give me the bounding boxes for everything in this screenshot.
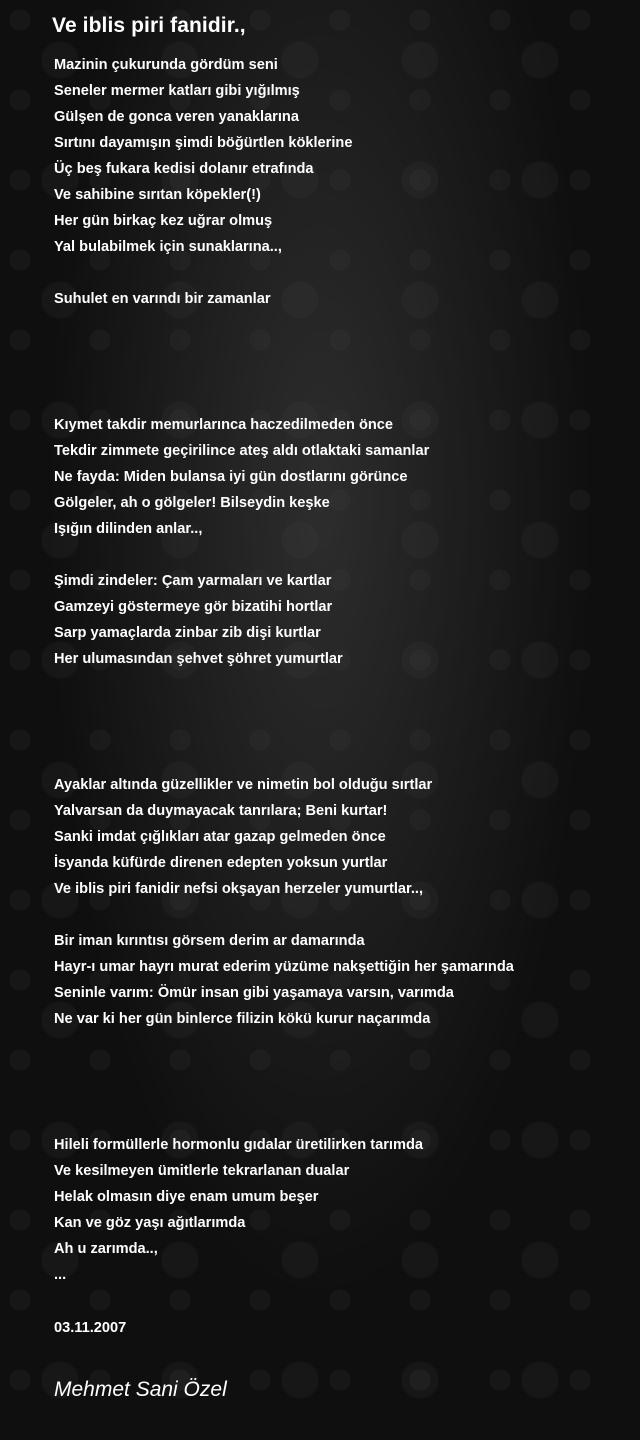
stanza-2 bbox=[54, 286, 271, 312]
poem-line: Ah u zarımda.., bbox=[54, 1241, 158, 1257]
poem-line: ... bbox=[54, 1267, 67, 1283]
poem-line: Tekdir zimmete geçirilince ateş aldı otlaktaki samanlar bbox=[54, 443, 430, 459]
poem-line: Kıymet takdir memurlarınca haczedilmeden önce bbox=[54, 417, 394, 433]
poem-line: İsyanda küfürde direnen edepten yoksun yurtlar bbox=[54, 855, 388, 871]
stanza-5 bbox=[54, 772, 432, 902]
poem-line: Ne fayda: Miden bulansa iyi gün dostlarını görünce bbox=[54, 469, 408, 485]
poem-line: Sırtını dayamışın şimdi böğürtlen köklerine bbox=[54, 135, 353, 151]
poem-line: Helak olmasın diye enam umum beşer bbox=[54, 1189, 319, 1205]
poem-author: Mehmet Sani Özel bbox=[54, 1378, 227, 1401]
poem-line: Ve sahibine sırıtan köpekler(!) bbox=[54, 187, 261, 203]
poem-line: Seneler mermer katları gibi yığılmış bbox=[54, 83, 300, 99]
poem-line: Gamzeyi göstermeye gör bizatihi hortlar bbox=[54, 599, 333, 615]
stanza-6 bbox=[54, 928, 514, 1032]
poem-line: Sanki imdat çığlıkları atar gazap gelmeden önce bbox=[54, 829, 386, 845]
poem-line: Işığın dilinden anlar.., bbox=[54, 521, 203, 537]
poem-date: 03.11.2007 bbox=[54, 1320, 127, 1336]
stanza-3 bbox=[54, 412, 429, 542]
poem-line: Hileli formüllerle hormonlu gıdalar üretilirken tarımda bbox=[54, 1137, 423, 1153]
poem-line: Yalvarsan da duymayacak tanrılara; Beni kurtar! bbox=[54, 803, 388, 819]
poem-line: Kan ve göz yaşı ağıtlarımda bbox=[54, 1215, 246, 1231]
poem-line: Her gün birkaç kez uğrar olmuş bbox=[54, 213, 273, 229]
poem-line: Yal bulabilmek için sunaklarına.., bbox=[54, 239, 282, 255]
poem-line: Sarp yamaçlarda zinbar zib dişi kurtlar bbox=[54, 625, 321, 641]
stanza-1 bbox=[54, 52, 352, 260]
stanza-7 bbox=[54, 1132, 423, 1288]
poem-line: Suhulet en varındı bir zamanlar bbox=[54, 291, 271, 307]
stanza-4 bbox=[54, 568, 343, 672]
poem-line: Gülşen de gonca veren yanaklarına bbox=[54, 109, 299, 125]
poem-line: Ayaklar altında güzellikler ve nimetin bol olduğu sırtlar bbox=[54, 777, 433, 793]
poem-line: Bir iman kırıntısı görsem derim ar damarında bbox=[54, 933, 365, 949]
poem-line: Her ulumasından şehvet şöhret yumurtlar bbox=[54, 651, 343, 667]
poem-line: Şimdi zindeler: Çam yarmaları ve kartlar bbox=[54, 573, 332, 589]
poem-line: Mazinin çukurunda gördüm seni bbox=[54, 57, 278, 73]
poem-line: Ve iblis piri fanidir nefsi okşayan herzeler yumurtlar.., bbox=[54, 881, 424, 897]
poem-line: Ve kesilmeyen ümitlerle tekrarlanan dualar bbox=[54, 1163, 350, 1179]
poem-title: Ve iblis piri fanidir., bbox=[52, 14, 246, 37]
poem-line: Seninle varım: Ömür insan gibi yaşamaya varsın, varımda bbox=[54, 985, 454, 1001]
poem-line: Üç beş fukara kedisi dolanır etrafında bbox=[54, 161, 314, 177]
poem-line: Hayr-ı umar hayrı murat ederim yüzüme nakşettiğin her şamarında bbox=[54, 959, 514, 975]
poem-line: Gölgeler, ah o gölgeler! Bilseydin keşke bbox=[54, 495, 330, 511]
poem-line: Ne var ki her gün binlerce filizin kökü kurur naçarımda bbox=[54, 1011, 431, 1027]
